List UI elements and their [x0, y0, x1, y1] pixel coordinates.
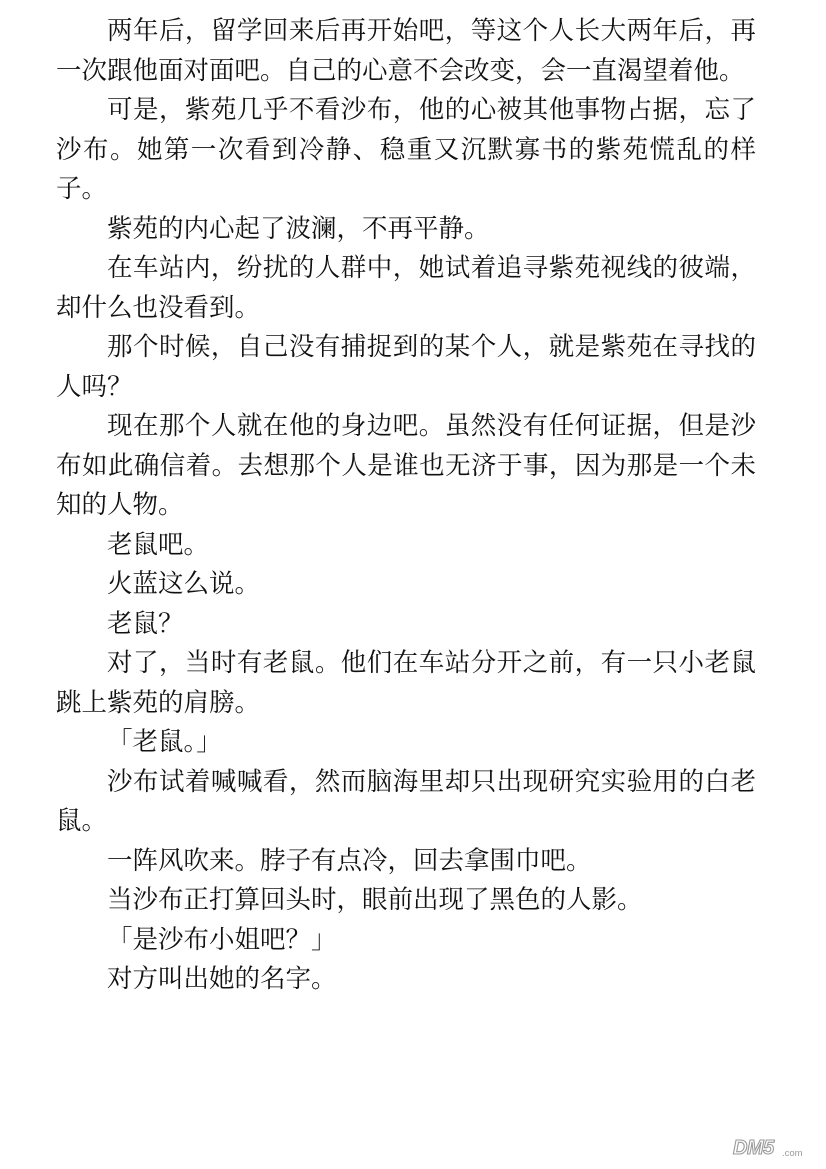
- paragraph: 「老鼠。」: [107, 727, 222, 757]
- paragraph: 现在那个人就在他的身边吧。虽然没有任何证据，但是沙布如此确信着。去想那个人是谁也无济于事，因为那是一个未知的人物。: [56, 411, 756, 520]
- paragraph: 那个时候，自己没有捕捉到的某个人，就是紫苑在寻找的人吗？: [56, 332, 756, 402]
- paragraph: 沙布试着喊喊看，然而脑海里却只出现研究实验用的白老鼠。: [56, 766, 756, 836]
- dm5-watermark-logo: [732, 1133, 814, 1161]
- paragraph: 当沙布正打算回头时，眼前出现了黑色的人影。: [107, 885, 643, 915]
- svg-text:DM5: DM5: [733, 1137, 774, 1159]
- paragraph: 「是沙布小姐吧？」: [107, 924, 337, 955]
- paragraph: 老鼠吧。: [107, 529, 210, 560]
- paragraph: 老鼠？: [107, 608, 184, 639]
- svg-text:.com: .com: [782, 1148, 803, 1159]
- paragraph: 一阵风吹来。脖子有点冷，回去拿围巾吧。: [107, 845, 592, 876]
- paragraph: 火蓝这么说。: [107, 569, 261, 599]
- document-body: [56, 12, 756, 1000]
- paragraph: 对了，当时有老鼠。他们在车站分开之前，有一只小老鼠跳上紫苑的肩膀。: [56, 648, 756, 718]
- paragraph: 对方叫出她的名字。: [107, 964, 337, 994]
- paragraph: 紫苑的内心起了波澜，不再平静。: [107, 213, 490, 244]
- paragraph: 可是，紫苑几乎不看沙布，他的心被其他事物占据，忘了沙布。她第一次看到冷静、稳重又沉默寡书的紫苑慌乱的样子。: [56, 95, 756, 204]
- paragraph: 两年后，留学回来后再开始吧，等这个人长大两年后，再一次跟他面对面吧。自己的心意不会改变，会一直渴望着他。: [56, 16, 756, 86]
- paragraph: 在车站内，纷扰的人群中，她试着追寻紫苑视线的彼端，却什么也没看到。: [56, 253, 756, 323]
